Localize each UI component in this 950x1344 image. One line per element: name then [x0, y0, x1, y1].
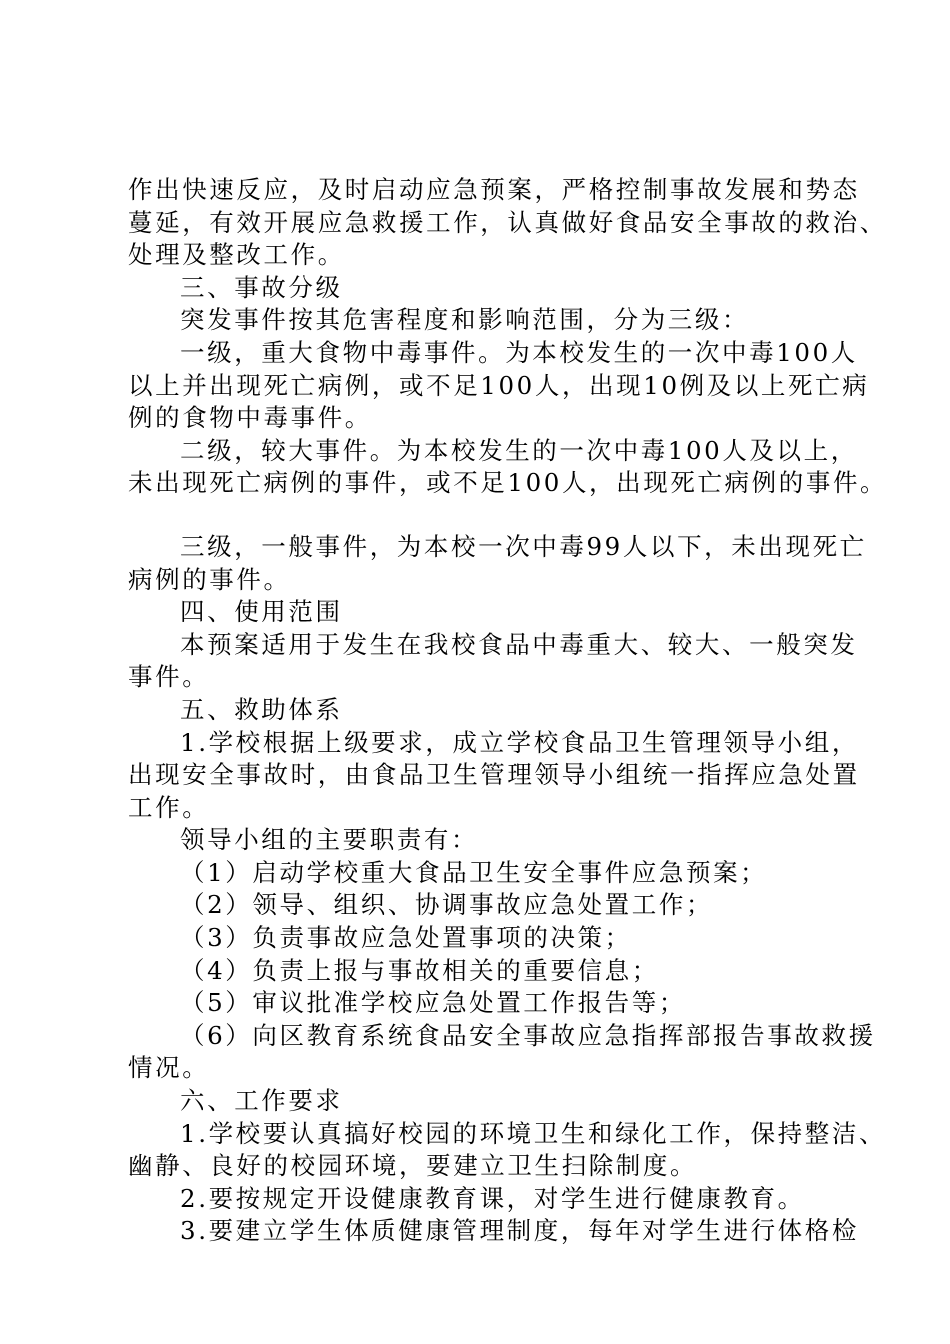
section-heading-5: 五、救助体系 — [180, 694, 343, 724]
text-line: 事件。 — [128, 662, 210, 692]
text-line: 三级，一般事件，为本校一次中毒99人以下，未出现死亡 — [180, 531, 867, 561]
document-body — [128, 174, 888, 1248]
text-line: 领导小组的主要职责有： — [180, 825, 479, 855]
text-line: 一级，重大食物中毒事件。为本校发生的一次中毒100人 — [180, 337, 858, 367]
text-line: 未出现死亡病例的事件，或不足100人，出现死亡病例的事件。 — [128, 468, 888, 498]
text-line: 2.要按规定开设健康教育课，对学生进行健康教育。 — [180, 1183, 805, 1213]
text-line: 本预案适用于发生在我校食品中毒重大、较大、一般突发 — [180, 629, 858, 659]
text-line: 工作。 — [128, 792, 210, 822]
text-line: 作出快速反应，及时启动应急预案，严格控制事故发展和势态 — [128, 175, 860, 204]
list-item: （6）向区教育系统食品安全事故应急指挥部报告事故救援 — [180, 1020, 876, 1050]
text-line: 出现安全事故时，由食品卫生管理领导小组统一指挥应急处置 — [128, 760, 860, 790]
section-heading-4: 四、使用范围 — [180, 597, 343, 627]
section-heading-6: 六、工作要求 — [180, 1086, 343, 1116]
text-line: 情况。 — [128, 1053, 210, 1083]
text-line: 1.学校根据上级要求，成立学校食品卫生管理领导小组， — [180, 727, 859, 757]
section-heading-3: 三、事故分级 — [180, 272, 343, 302]
text-line: 例的食物中毒事件。 — [128, 403, 372, 433]
text-line: 幽静、良好的校园环境，要建立卫生扫除制度。 — [128, 1151, 698, 1181]
text-line: 突发事件按其危害程度和影响范围，分为三级： — [180, 305, 750, 335]
list-item: （2）领导、组织、协调事故应急处置工作； — [180, 890, 714, 920]
list-item: （1）启动学校重大食品卫生安全事件应急预案； — [180, 857, 768, 887]
list-item: （5）审议批准学校应急处置工作报告等； — [180, 988, 686, 1018]
text-line: 1.学校要认真搞好校园的环境卫生和绿化工作，保持整洁、 — [180, 1118, 887, 1148]
text-line: 蔓延，有效开展应急救援工作，认真做好食品安全事故的救治、 — [128, 207, 887, 237]
list-item: （3）负责事故应急处置事项的决策； — [180, 923, 632, 953]
text-line: 病例的事件。 — [128, 564, 291, 594]
text-line: 3.要建立学生体质健康管理制度，每年对学生进行体格检 — [180, 1216, 859, 1246]
paragraph-gap — [128, 500, 858, 531]
list-item: （4）负责上报与事故相关的重要信息； — [180, 955, 659, 985]
text-line: 处理及整改工作。 — [128, 240, 345, 270]
text-line: 二级，较大事件。为本校发生的一次中毒100人及以上， — [180, 435, 858, 465]
text-line: 以上并出现死亡病例，或不足100人，出现10例及以上死亡病 — [128, 370, 870, 400]
